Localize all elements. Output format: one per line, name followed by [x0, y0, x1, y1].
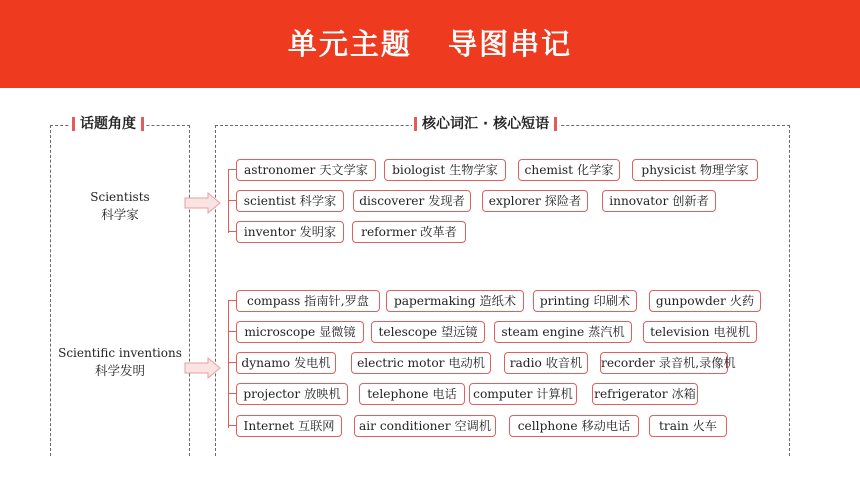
arrow-right-icon: [184, 192, 222, 214]
bracket-tick: [228, 300, 236, 301]
vocab-chip: telephone 电话: [359, 383, 465, 405]
topic-scientists: [50, 188, 190, 224]
vocab-chip: gunpowder 火药: [649, 290, 761, 312]
topic-english-label: Scientists: [90, 190, 150, 204]
page-title: 单元主题 导图串记: [287, 27, 573, 61]
vocab-chip: printing 印刷术: [533, 290, 637, 312]
vocab-chip: papermaking 造纸术: [386, 290, 524, 312]
vocab-chip: train 火车: [649, 415, 727, 437]
vocab-chip: cellphone 移动电话: [509, 415, 639, 437]
vocab-chip: astronomer 天文学家: [236, 159, 376, 181]
topic-english-label: Scientific inventions: [58, 346, 182, 360]
vocab-chip: Internet 互联网: [236, 415, 342, 437]
topic-chinese-label: 科学家: [101, 207, 139, 222]
vocab-chip: telescope 望远镜: [371, 321, 485, 343]
bracket-tick: [228, 169, 236, 170]
topic-angle-panel: [50, 125, 190, 456]
vocab-chip: projector 放映机: [236, 383, 348, 405]
core-vocabulary-heading: 核心词汇 · 核心短语: [412, 113, 559, 135]
vocab-chip: dynamo 发电机: [236, 352, 336, 374]
vocab-chip: innovator 创新者: [602, 190, 716, 212]
vocab-chip: inventor 发明家: [236, 221, 344, 243]
vocab-chip: air conditioner 空调机: [354, 415, 496, 437]
bracket-tick: [228, 231, 236, 232]
bracket-tick: [228, 331, 236, 332]
topic-angle-heading: 话题角度: [70, 113, 146, 135]
vocab-chip: refrigerator 冰箱: [592, 383, 698, 405]
vocab-chip: physicist 物理学家: [632, 159, 758, 181]
bracket-tick: [228, 425, 236, 426]
topic-chinese-label: 科学发明: [94, 363, 145, 378]
vocab-chip: computer 计算机: [469, 383, 577, 405]
vocab-chip: discoverer 发现者: [353, 190, 471, 212]
vocab-chip: microscope 显微镜: [236, 321, 364, 343]
vocab-chip: recorder 录音机,录像机: [600, 352, 728, 374]
arrow-right-icon: [184, 357, 222, 379]
vocab-chip: scientist 科学家: [236, 190, 344, 212]
vocab-chip: reformer 改革者: [352, 221, 466, 243]
bracket-tick: [228, 200, 236, 201]
topic-scientific-inventions: [50, 344, 190, 380]
vocab-chip: chemist 化学家: [518, 159, 620, 181]
vocab-chip: electric motor 电动机: [351, 352, 491, 374]
vocab-chip: biologist 生物学家: [384, 159, 506, 181]
vocab-chip: explorer 探险者: [482, 190, 588, 212]
vocab-chip: compass 指南针,罗盘: [236, 290, 380, 312]
vocab-chip: steam engine 蒸汽机: [494, 321, 632, 343]
vocab-chip: television 电视机: [643, 321, 757, 343]
vocab-chip: radio 收音机: [504, 352, 588, 374]
bracket-tick: [228, 362, 236, 363]
bracket-tick: [228, 393, 236, 394]
